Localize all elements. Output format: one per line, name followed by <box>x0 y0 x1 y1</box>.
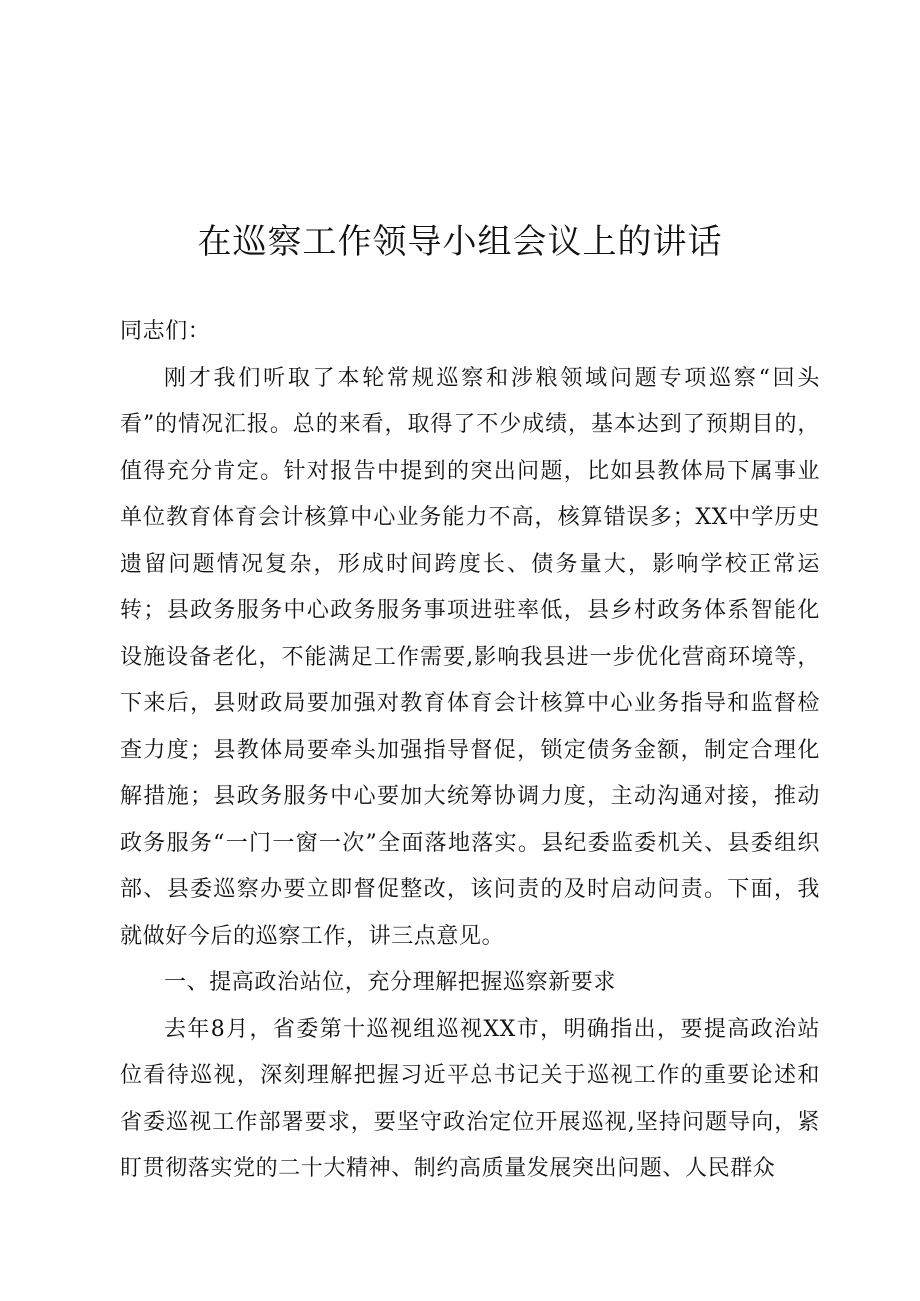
document-body <box>120 309 820 1193</box>
opening-paragraph: 刚才我们听取了本轮常规巡察和涉粮领域问题专项巡察“回头看”的情况汇报。总的来看，取得了不少成绩，基本达到了预期目的，值得充分肯定。针对报告中提到的突出问题，比如县教体局下属事业单位教育体育会计核算中心业务能力不高，核算错误多；XX中学历史遗留问题情况复杂，形成时间跨度长、债务量大，影响学校正常运转；县政务服务中心政务服务事项进驻率低，县乡村政务体系智能化设施设备老化，不能满足工作需要,影响我县进一步优化营商环境等，下来后，县财政局要加强对教育体育会计核算中心业务指导和监督检查力度；县教体局要牵头加强指导督促，锁定债务金额，制定合理化解措施；县政务服务中心要加大统筹协调力度，主动沟通对接，推动政务服务“一门一窗一次”全面落地落实。县纪委监委机关、县委组织部、县委巡察办要立即督促整改，该问责的及时启动问责。下面，我就做好今后的巡察工作，讲三点意见。 <box>120 365 820 949</box>
salutation: 同志们： <box>120 319 211 344</box>
section-1-paragraph: 去年8月，省委第十巡视组巡视XX市，明确指出，要提高政治站位看待巡视，深刻理解把握习近平总书记关于巡视工作的重要论述和省委巡视工作部署要求，要坚守政治定位开展巡视,坚持问题导向，紧盯贯彻落实党的二十大精神、制约高质量发展突出问题、人民群众 <box>120 1016 820 1181</box>
document-title: 在巡察工作领导小组会议上的讲话 <box>197 222 723 262</box>
section-heading-1: 一、提高政治站位，充分理解把握巡察新要求 <box>164 970 617 995</box>
